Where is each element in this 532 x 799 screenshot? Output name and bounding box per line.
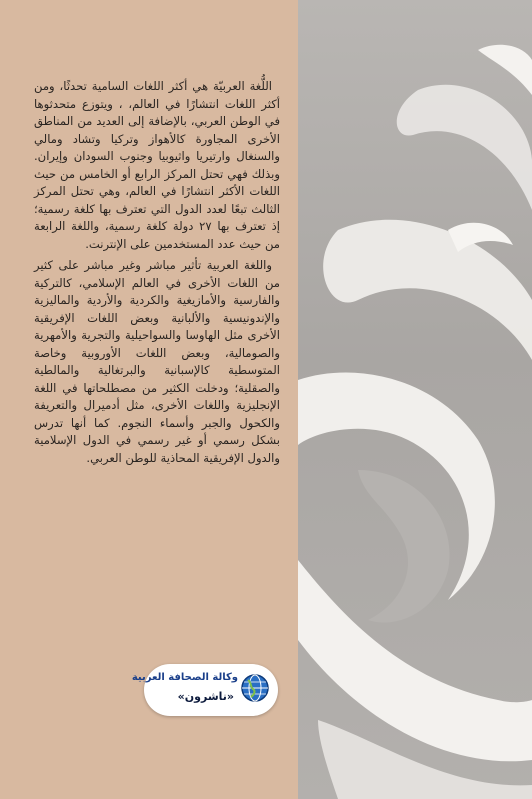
publisher-name: وكالة الصحافة العربية bbox=[131, 672, 238, 683]
publisher-logo bbox=[131, 664, 278, 716]
publisher-tagline: «ناشرون» bbox=[177, 690, 234, 703]
paragraph-2: واللغة العربية تأثير مباشر وغير مباشر على كثير من اللغات الأخرى في العالم الإسلامي، كالتركية والفارسية والأمازيغية والكردية والأردية والماليزية والإندونيسية والألبانية وبعض اللغات الإفريقية الأخرى مثل الهاوسا والسواحيلية والتجرية والأمهرية والصومالية، وبعض اللغات الأوروبية وخاصة المتوسطية كالإسبانية والبرتغالية والمالطية والصقلية؛ ودخلت الكثير من مصطلحاتها في اللغة الإنجليزية واللغات الأخرى، مثل أدميرال والتعريفة والكحول والجبر وأسماء النجوم. كما أنها تدرس بشكل رسمي أو غير رسمي في الدول الإسلامية والدول الإفريقية المحاذية للوطن العربي. bbox=[34, 258, 280, 465]
calligraphy-panel bbox=[298, 0, 532, 799]
calligraphy-ornament bbox=[298, 0, 532, 799]
paragraph-1: اللُّغة العربيّة هي أكثر اللغات السامية تحدثًا، ومن أكثر اللغات انتشارًا في العالم، ، ويتوزع متحدثوها في الوطن العربي، بالإضافة إلى العديد من المناطق الأخرى المجاورة كالأهواز وتركيا وتشاد ومالي والسنغال وارتيريا واثيوبيا وجنوب السودان وإيران. وبذلك فهي تحتل المركز الرابع أو الخامس من حيث اللغات الأكثر انتشارًا في العالم، وهي تحتل المركز الثالث تبعًا لعدد الدول التي تعترف بها كلغة رسمية؛ إذ تعترف بها ٢٧ دولة كلغة رسمية، واللغة الرابعة من حيث عدد المستخدمين على الإنترنت. bbox=[34, 79, 281, 251]
globe-icon bbox=[240, 673, 270, 703]
description-text bbox=[34, 78, 280, 471]
